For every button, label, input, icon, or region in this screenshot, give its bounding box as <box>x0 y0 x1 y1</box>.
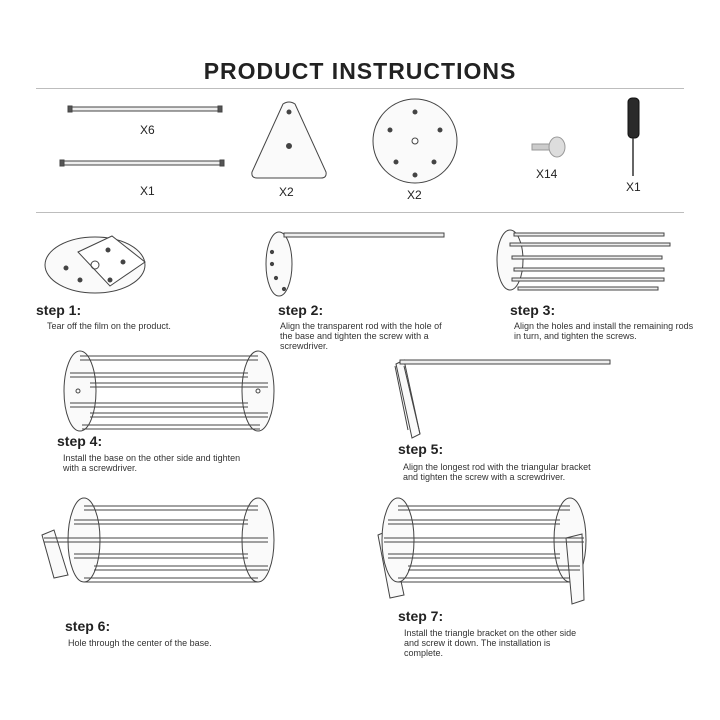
step1-label: step 1: <box>36 302 82 318</box>
step7-illustration <box>378 498 586 604</box>
step4-description: Install the base on the other side and tighten with a screwdriver. <box>63 453 241 473</box>
step6-description: Hole through the center of the base. <box>68 638 212 648</box>
step7-label: step 7: <box>398 608 444 624</box>
step2-description: Align the transparent rod with the hole of the base and tighten the screw with a screwdriver. <box>280 321 442 351</box>
page-title: PRODUCT INSTRUCTIONS <box>203 58 517 84</box>
step1-illustration <box>45 236 145 293</box>
step2-label: step 2: <box>278 302 324 318</box>
screw-qty: X14 <box>536 167 558 181</box>
short-rod-qty: X6 <box>140 123 155 137</box>
step7-description: Install the triangle bracket on the other side and screw it down. The installation is complete. <box>404 628 577 658</box>
step4-illustration <box>64 351 274 431</box>
screwdriver-qty: X1 <box>626 180 641 194</box>
step4-label: step 4: <box>57 433 103 449</box>
long-rod-qty: X1 <box>140 184 155 198</box>
step1-description: Tear off the film on the product. <box>47 321 171 331</box>
step6-label: step 6: <box>65 618 111 634</box>
step3-illustration <box>497 230 670 290</box>
round-base-qty: X2 <box>407 188 422 202</box>
triangle-bracket-qty: X2 <box>279 185 294 199</box>
step5-label: step 5: <box>398 441 444 457</box>
step2-illustration <box>266 232 444 296</box>
step3-description: Align the holes and install the remaining rods in turn, and tighten the screws. <box>514 321 694 341</box>
step5-description: Align the longest rod with the triangular bracket and tighten the screw with a screwdriver. <box>403 462 591 482</box>
step6-illustration <box>42 498 274 582</box>
step5-illustration <box>395 360 610 438</box>
step3-label: step 3: <box>510 302 556 318</box>
